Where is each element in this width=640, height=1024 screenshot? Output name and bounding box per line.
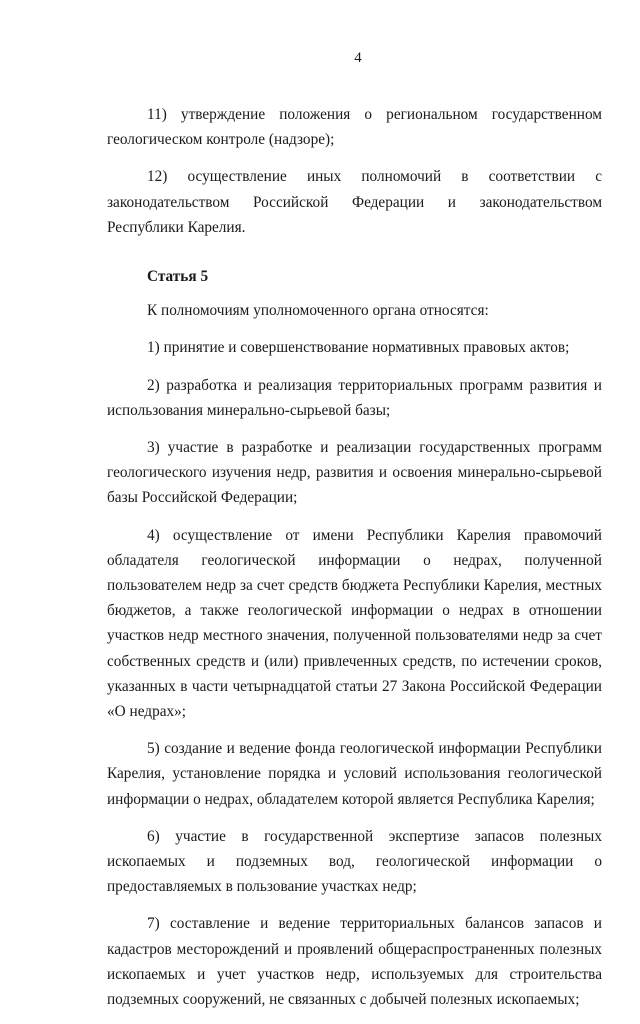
- article-5-heading: Статья 5: [147, 268, 209, 286]
- article-5-intro: К полномочиям уполномоченного органа относятся:: [147, 302, 489, 320]
- article-5-item-1: 1) принятие и совершенствование нормативных правовых актов;: [147, 339, 570, 357]
- paragraph-item-11: 11) утверждение положения о региональном государственном геологическом контроле (надзоре);: [107, 106, 602, 149]
- article-5-item-3: 3) участие в разработке и реализации государственных программ геологического изучения недр, развития и освоения минерально-сырьевой базы Российской Федерации;: [107, 439, 602, 507]
- article-5-item-7: 7) составление и ведение территориальных балансов запасов и кадастров месторождений и проявлений общераспространенных полезных ископаемых и учет участков недр, используемых для строительства подземных сооружений, не связанных с добычей полезных ископаемых;: [107, 915, 602, 1009]
- paragraph-item-12: 12) осуществление иных полномочий в соответствии с законодательством Российской Федерации и законодательством Республики Карелия.: [107, 168, 602, 236]
- document-body: [107, 102, 602, 1024]
- article-5-item-6: 6) участие в государственной экспертизе запасов полезных ископаемых и подземных вод, геологической информации о предоставляемых в пользование участках недр;: [107, 827, 602, 896]
- article-5-item-5: 5) создание и ведение фонда геологической информации Республики Карелия, установление порядка и условий использования геологической информации о недрах, обладателем которой является Республика Карелия;: [107, 740, 602, 808]
- page-number: 4: [354, 50, 362, 66]
- article-5-item-4: 4) осуществление от имени Республики Карелия правомочий обладателя геологической информации о недрах, полученной пользователем недр за счет средств бюджета Республики Карелия, местных бюджетов, а также геологической информации о недрах в отношении участков недр местного значения, полученной пользователями недр за счет собственных средств и (или) привлеченных средств, по истечении сроков, указанных в части четырнадцатой статьи 27 Закона Российской Федерации «О недрах»;: [107, 526, 602, 721]
- article-5-item-2: 2) разработка и реализация территориальных программ развития и использования минерально-сырьевой базы;: [107, 376, 602, 419]
